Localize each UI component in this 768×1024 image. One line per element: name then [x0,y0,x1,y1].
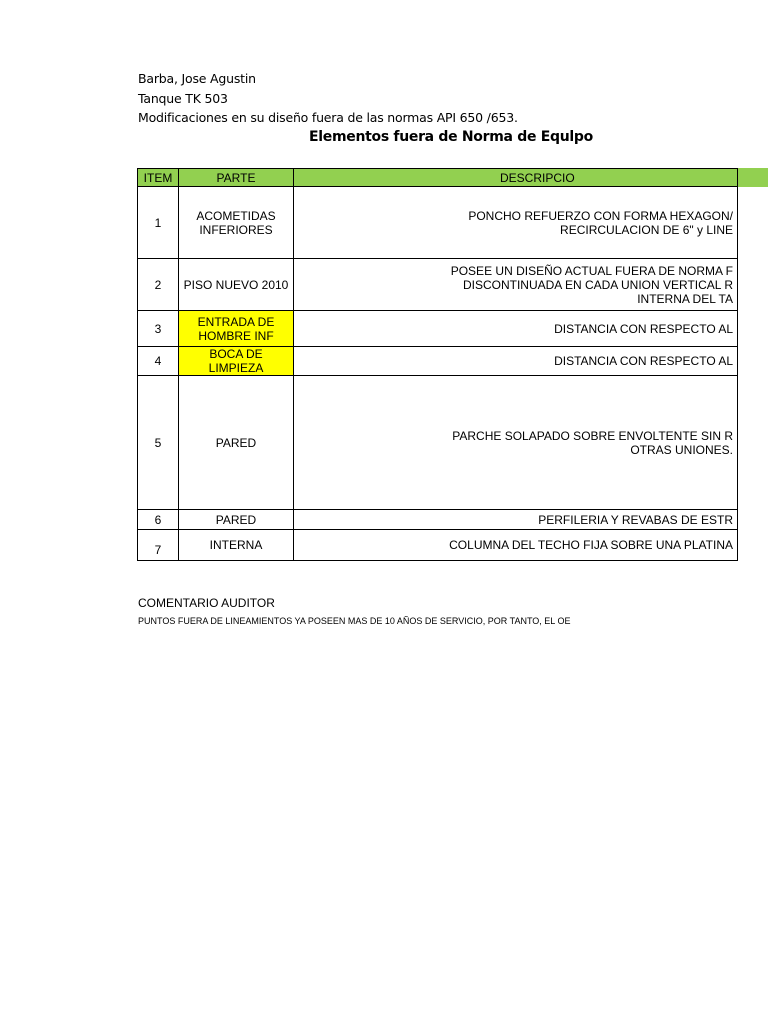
item-cell: 1 [138,187,179,259]
table-row [138,259,738,311]
table-row [138,376,738,510]
document-subtitle: Modificaciones en su diseño fuera de las normas API 650 /653. [138,110,518,125]
descripcion-cell: POSEE UN DISEÑO ACTUAL FUERA DE NORMA F DISCONTINUADA EN CADA UNION VERTICAL R INTERNA DEL TA [294,259,738,311]
item-cell: 4 [138,347,179,376]
parte-cell: PISO NUEVO 2010 [179,259,294,311]
table-row [138,311,738,347]
table-row [138,347,738,376]
comment-text-viewport [138,615,583,629]
descripcion-cell: PERFILERIA Y REVABAS DE ESTR [294,510,738,530]
descripcion-cell: DISTANCIA CON RESPECTO AL [294,347,738,376]
parte-cell: BOCA DE LIMPIEZA [179,347,294,376]
parte-cell: PARED [179,376,294,510]
descripcion-cell: DISTANCIA CON RESPECTO AL [294,311,738,347]
table-row [138,530,738,561]
parte-cell: ENTRADA DE HOMBRE INF [179,311,294,347]
item-cell: 3 [138,311,179,347]
item-cell: 6 [138,510,179,530]
descripcion-cell: PARCHE SOLAPADO SOBRE ENVOLTENTE SIN R OTRAS UNIONES. [294,376,738,510]
parte-cell: INTERNA [179,530,294,561]
item-cell: 7 [138,530,179,561]
parte-cell: PARED [179,510,294,530]
descripcion-cell: COLUMNA DEL TECHO FIJA SOBRE UNA PLATINA [294,530,738,561]
elements-table-viewport [137,168,733,557]
parte-cell: ACOMETIDAS INFERIORES [179,187,294,259]
table-row [138,187,738,259]
elements-table [137,168,738,561]
document-title: Elementos fuera de Norma de Equlpo [309,129,593,145]
tank-id: Tanque TK 503 [138,91,228,106]
item-cell: 2 [138,259,179,311]
table-row [138,510,738,530]
table-header-row [138,169,738,187]
comment-text: PUNTOS FUERA DE LINEAMIENTOS YA POSEEN MAS DE 10 AÑOS DE SERVICIO, POR TANTO, EL OE [138,616,571,626]
column-header-item: ITEM [138,169,179,187]
item-cell: 5 [138,376,179,510]
descripcion-cell: PONCHO REFUERZO CON FORMA HEXAGON/ RECIRCULACION DE 6" y LINE [294,187,738,259]
author-name: Barba, Jose Agustin [138,71,256,86]
column-header-descripcion: DESCRIPCIO [294,169,738,187]
comment-label: COMENTARIO AUDITOR [138,596,275,610]
column-header-parte: PARTE [179,169,294,187]
